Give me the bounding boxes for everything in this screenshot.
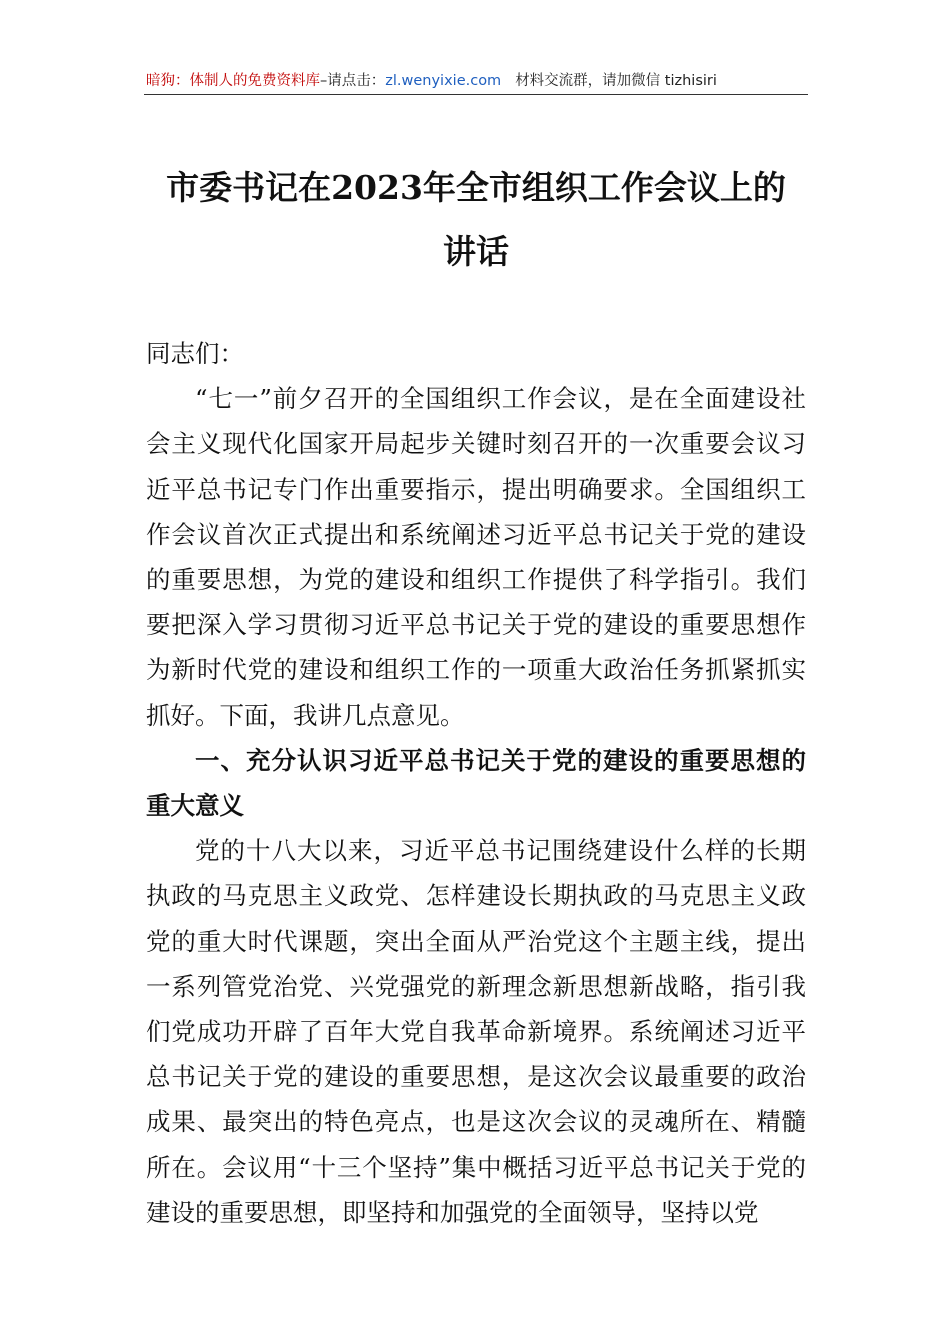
- document-title: [146, 156, 806, 284]
- section-1-paragraph: 党的十八大以来，习近平总书记围绕建设什么样的长期执政的马克思主义政党、怎样建设长期执政的马克思主义政党的重大时代课题，突出全面从严治党这个主题主线，提出一系列管党治党、兴党强党的新理念新思想新战略，指引我们党成功开辟了百年大党自我革命新境界。系统阐述习近平总书记关于党的建设的重要思想，是这次会议最重要的政治成果、最突出的特色亮点，也是这次会议的灵魂所在、精髓所在。会议用“十三个坚持”集中概括习近平总书记关于党的建设的重要思想，即坚持和加强党的全面领导，坚持以党: [146, 836, 806, 1227]
- section-1-heading: 一、充分认识习近平总书记关于党的建设的重要思想的重大意义: [146, 745, 806, 821]
- header-url-link[interactable]: zl.wenyixie.com: [385, 73, 502, 89]
- header-click-prompt: –请点击：: [320, 73, 386, 89]
- title-line-1: 市委书记在2023年全市组织工作会议上的: [166, 168, 786, 207]
- header-contact: 材料交流群，请加微信 tizhisiri: [515, 73, 717, 89]
- salutation: 同志们：: [146, 339, 244, 368]
- document-header: [146, 68, 806, 94]
- header-divider: [144, 94, 808, 95]
- header-site-name: 暗狗：体制人的免费资料库: [146, 73, 320, 89]
- document-body: [146, 331, 806, 1235]
- intro-paragraph: “七一”前夕召开的全国组织工作会议，是在全面建设社会主义现代化国家开局起步关键时刻召开的一次重要会议习近平总书记专门作出重要指示，提出明确要求。全国组织工作会议首次正式提出和系统阐述习近平总书记关于党的建设的重要思想，为党的建设和组织工作提供了科学指引。我们要把深入学习贯彻习近平总书记关于党的建设的重要思想作为新时代党的建设和组织工作的一项重大政治任务抓紧抓实抓好。下面，我讲几点意见。: [146, 384, 806, 730]
- title-line-2: 讲话: [443, 232, 509, 271]
